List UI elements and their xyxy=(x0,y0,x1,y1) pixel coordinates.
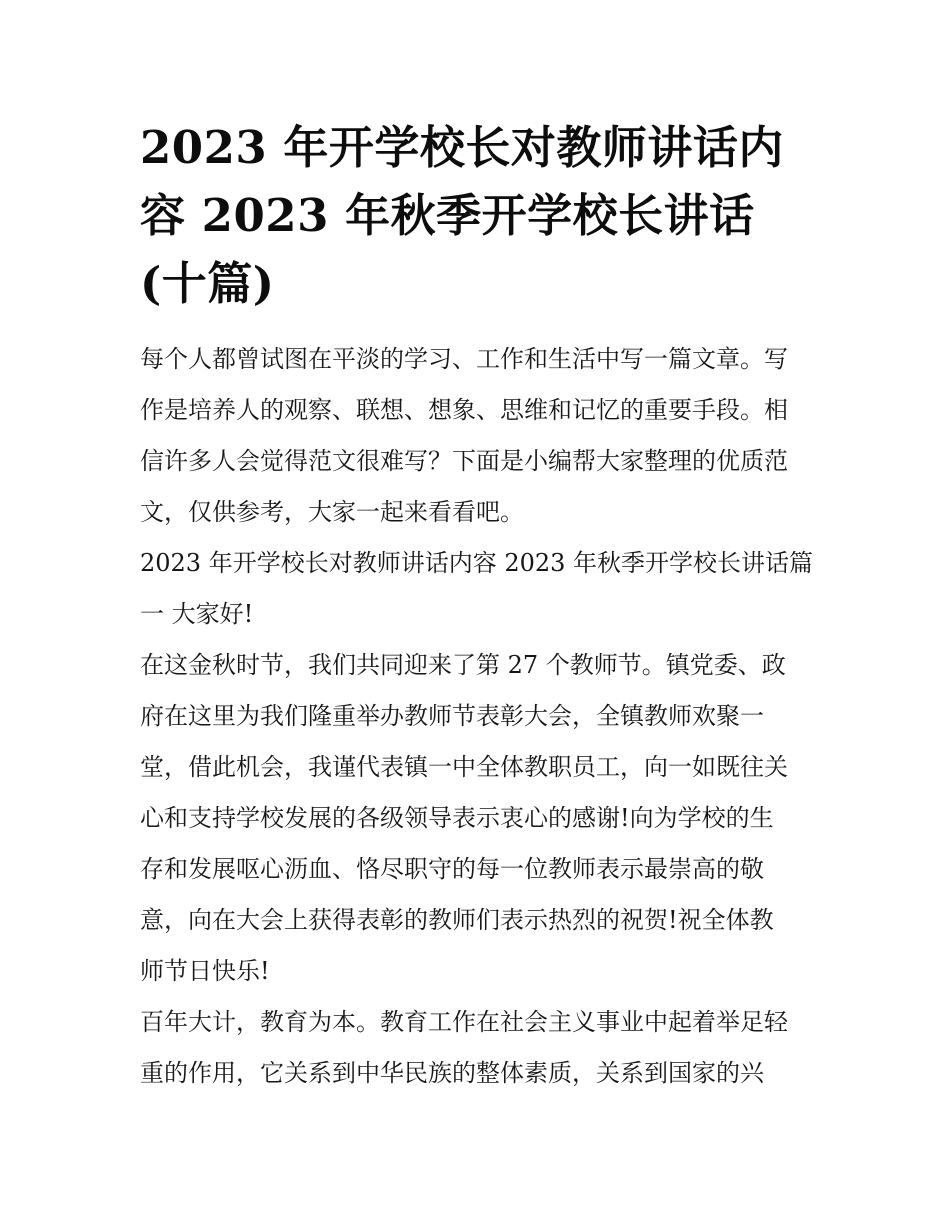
text-line: 师节日快乐! xyxy=(140,957,270,985)
text-line: 文，仅供参考，大家一起来看看吧。 xyxy=(140,498,524,526)
body-paragraph xyxy=(140,997,812,1099)
text-line: 存和发展呕心沥血、恪尽职守的每一位教师表示最崇高的敬 xyxy=(140,855,764,883)
text-line: 重的作用，它关系到中华民族的整体素质，关系到国家的兴 xyxy=(140,1059,764,1087)
text-line: 一 大家好! xyxy=(140,600,254,628)
body-paragraph xyxy=(140,640,812,997)
text-line: 信许多人会觉得范文很难写？下面是小编帮大家整理的优质范 xyxy=(140,447,788,475)
text-line: 作是培养人的观察、联想、想象、思维和记忆的重要手段。相 xyxy=(140,396,788,424)
text-line: 心和支持学校发展的各级领导表示衷心的感谢!向为学校的生 xyxy=(140,804,774,832)
text-line: 府在这里为我们隆重举办教师节表彰大会，全镇教师欢聚一 xyxy=(140,702,764,730)
document-content xyxy=(140,114,812,1099)
title-line: 容 2023 年秋季开学校长讲话 xyxy=(140,189,755,242)
text-line: 每个人都曾试图在平淡的学习、工作和生活中写一篇文章。写 xyxy=(140,345,788,373)
document-body xyxy=(140,334,812,1099)
intro-paragraph xyxy=(140,334,812,538)
text-line: 在这金秋时节，我们共同迎来了第 27 个教师节。镇党委、政 xyxy=(140,651,786,679)
text-line: 堂，借此机会，我谨代表镇一中全体教职员工，向一如既往关 xyxy=(140,753,788,781)
title-line: 2023 年开学校长对教师讲话内 xyxy=(140,121,784,174)
title-line: (十篇) xyxy=(140,257,275,310)
section-heading-paragraph xyxy=(140,538,812,640)
text-line: 意，向在大会上获得表彰的教师们表示热烈的祝贺!祝全体教 xyxy=(140,906,774,934)
text-line: 百年大计，教育为本。教育工作在社会主义事业中起着举足轻 xyxy=(140,1008,788,1036)
document-title xyxy=(140,114,812,318)
text-line: 2023 年开学校长对教师讲话内容 2023 年秋季开学校长讲话篇 xyxy=(140,549,814,577)
